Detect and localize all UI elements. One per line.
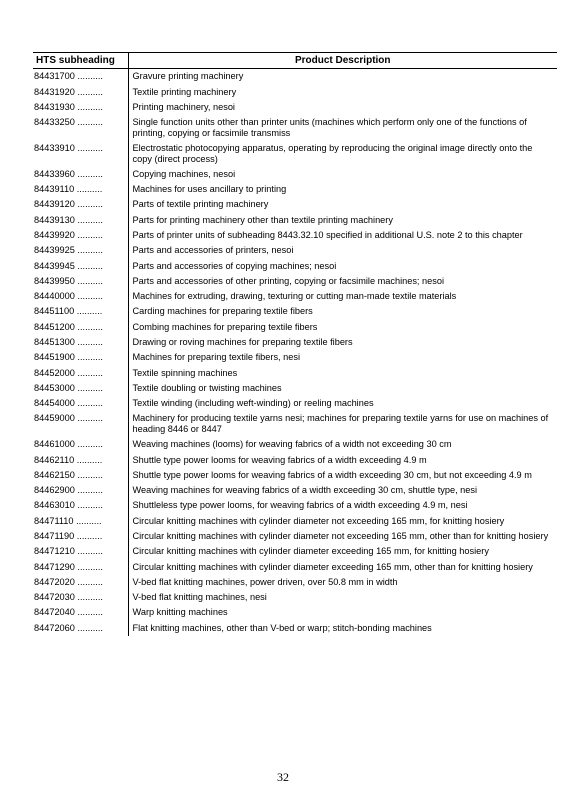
product-description-cell: Circular knitting machines with cylinder diameter not exceeding 165 mm, for knitting hosiery: [132, 515, 505, 526]
table-row: [33, 411, 557, 437]
product-description-cell: Printing machinery, nesoi: [132, 101, 235, 112]
column-header-hts-subheading: HTS subheading: [33, 53, 128, 69]
product-description-cell: Shuttle type power looms for weaving fabrics of a width exceeding 4.9 m: [132, 454, 427, 465]
hts-code-cell: 84431930 ..........: [33, 100, 128, 115]
hts-code-cell: 84472060 ..........: [33, 620, 128, 635]
table-row: [33, 182, 557, 197]
hts-code-cell: 84471110 ..........: [33, 513, 128, 528]
product-description-cell: Weaving machines (looms) for weaving fabrics of a width not exceeding 30 cm: [132, 439, 452, 450]
product-description-cell: Combing machines for preparing textile fibers: [132, 321, 318, 332]
hts-code-cell: 84463010 ..........: [33, 498, 128, 513]
hts-code-cell: 84471190 ..........: [33, 529, 128, 544]
hts-code-cell: 84433960 ..........: [33, 167, 128, 182]
product-description-cell: Circular knitting machines with cylinder diameter exceeding 165 mm, for knitting hosiery: [132, 546, 489, 557]
product-description-cell: Electrostatic photocopying apparatus, operating by reproducing the original image directly onto the copy (direct process): [132, 143, 533, 164]
product-description-cell: Weaving machines for weaving fabrics of a width exceeding 30 cm, shuttle type, nesi: [132, 485, 478, 496]
hts-code-cell: 84451200 ..........: [33, 319, 128, 334]
table-header-row: [33, 53, 557, 69]
page-number: 32: [277, 770, 289, 784]
product-description-cell: Machines for preparing textile fibers, nesi: [132, 352, 300, 363]
hts-code-cell: 84439120 ..........: [33, 197, 128, 212]
product-description-cell: Parts of printer units of subheading 8443.32.10 specified in additional U.S. note 2 to this chapter: [132, 230, 523, 241]
table-row: [33, 289, 557, 304]
table-row: [33, 437, 557, 452]
product-description-cell: Shuttleless type power looms, for weaving fabrics of a width exceeding 4.9 m, nesi: [132, 500, 468, 511]
table-row: [33, 335, 557, 350]
product-description-cell: Machines for extruding, drawing, texturing or cutting man-made textile materials: [132, 291, 457, 302]
product-description-cell: Circular knitting machines with cylinder diameter not exceeding 165 mm, other than for knitting hosiery: [132, 530, 549, 541]
hts-code-cell: 84451900 ..........: [33, 350, 128, 365]
hts-code-cell: 84451100 ..........: [33, 304, 128, 319]
hts-code-cell: 84439130 ..........: [33, 212, 128, 227]
hts-code-cell: 84451300 ..........: [33, 335, 128, 350]
product-description-cell: Flat knitting machines, other than V-bed or warp; stitch-bonding machines: [132, 622, 432, 633]
table-row: [33, 141, 557, 167]
table-row: [33, 468, 557, 483]
table-row: [33, 84, 557, 99]
product-description-cell: V-bed flat knitting machines, power driven, over 50.8 mm in width: [132, 576, 398, 587]
hts-code-cell: 84452000 ..........: [33, 365, 128, 380]
hts-code-cell: 84439925 ..........: [33, 243, 128, 258]
table-row: [33, 69, 557, 85]
table-row: [33, 304, 557, 319]
hts-code-cell: 84462150 ..........: [33, 468, 128, 483]
hts-code-cell: 84431920 ..........: [33, 84, 128, 99]
hts-code-cell: 84471210 ..........: [33, 544, 128, 559]
table-row: [33, 620, 557, 635]
table-row: [33, 513, 557, 528]
table-row: [33, 544, 557, 559]
hts-code-cell: 84472020 ..........: [33, 575, 128, 590]
table-row: [33, 590, 557, 605]
table-row: [33, 529, 557, 544]
hts-code-cell: 84472030 ..........: [33, 590, 128, 605]
hts-code-cell: 84471290 ..........: [33, 559, 128, 574]
table-row: [33, 396, 557, 411]
table-body: [33, 69, 557, 636]
table-row: [33, 452, 557, 467]
hts-code-cell: 84454000 ..........: [33, 396, 128, 411]
product-description-cell: Copying machines, nesoi: [132, 168, 236, 179]
product-description-cell: Textile spinning machines: [132, 367, 238, 378]
product-description-cell: Parts and accessories of printers, nesoi: [132, 245, 294, 256]
product-description-cell: Single function units other than printer units (machines which perform only one of the functions of printing, copying or facsimile transmiss: [132, 117, 527, 138]
hts-code-cell: 84439920 ..........: [33, 228, 128, 243]
table-row: [33, 365, 557, 380]
table-row: [33, 381, 557, 396]
product-description-cell: Textile printing machinery: [132, 86, 237, 97]
table-row: [33, 498, 557, 513]
product-description-cell: Warp knitting machines: [132, 607, 228, 618]
hts-code-cell: 84440000 ..........: [33, 289, 128, 304]
product-description-cell: Parts and accessories of other printing, copying or facsimile machines; nesoi: [132, 275, 445, 286]
product-description-cell: Textile winding (including weft-winding) or reeling machines: [132, 398, 374, 409]
table-row: [33, 274, 557, 289]
product-description-cell: Parts of textile printing machinery: [132, 199, 269, 210]
table-row: [33, 483, 557, 498]
product-description-cell: Machines for uses ancillary to printing: [132, 184, 287, 195]
product-description-cell: Machinery for producing textile yarns nesi; machines for preparing textile yarns for use on machines of heading 8446 or 8447: [132, 413, 549, 434]
table-row: [33, 575, 557, 590]
hts-code-cell: 84453000 ..........: [33, 381, 128, 396]
product-description-cell: Drawing or roving machines for preparing textile fibers: [132, 336, 353, 347]
product-description-cell: Shuttle type power looms for weaving fabrics of a width exceeding 30 cm, but not exceeding 4.9 m: [132, 469, 532, 480]
table-row: [33, 100, 557, 115]
table-row: [33, 350, 557, 365]
table-row: [33, 319, 557, 334]
hts-code-cell: 84433910 ..........: [33, 141, 128, 167]
product-description-cell: Textile doubling or twisting machines: [132, 382, 282, 393]
table-row: [33, 605, 557, 620]
table-row: [33, 115, 557, 141]
hts-code-cell: 84439945 ..........: [33, 258, 128, 273]
table-row: [33, 258, 557, 273]
product-description-cell: V-bed flat knitting machines, nesi: [132, 592, 267, 603]
column-header-product-description: Product Description: [128, 53, 557, 69]
product-description-cell: Parts for printing machinery other than textile printing machinery: [132, 214, 393, 225]
table-row: [33, 197, 557, 212]
product-description-cell: Circular knitting machines with cylinder diameter exceeding 165 mm, other than for knitting hosiery: [132, 561, 533, 572]
hts-product-table: [33, 52, 557, 636]
hts-code-cell: 84431700 ..........: [33, 69, 128, 85]
table-row: [33, 559, 557, 574]
hts-code-cell: 84462110 ..........: [33, 452, 128, 467]
hts-code-cell: 84439950 ..........: [33, 274, 128, 289]
hts-code-cell: 84472040 ..........: [33, 605, 128, 620]
hts-code-cell: 84462900 ..........: [33, 483, 128, 498]
product-description-cell: Carding machines for preparing textile fibers: [132, 306, 313, 317]
table-row: [33, 228, 557, 243]
hts-code-cell: 84439110 ..........: [33, 182, 128, 197]
table-row: [33, 243, 557, 258]
hts-code-cell: 84433250 ..........: [33, 115, 128, 141]
hts-code-cell: 84461000 ..........: [33, 437, 128, 452]
hts-code-cell: 84459000 ..........: [33, 411, 128, 437]
product-description-cell: Gravure printing machinery: [132, 71, 244, 82]
product-description-cell: Parts and accessories of copying machines; nesoi: [132, 260, 337, 271]
table-row: [33, 167, 557, 182]
table-row: [33, 212, 557, 227]
